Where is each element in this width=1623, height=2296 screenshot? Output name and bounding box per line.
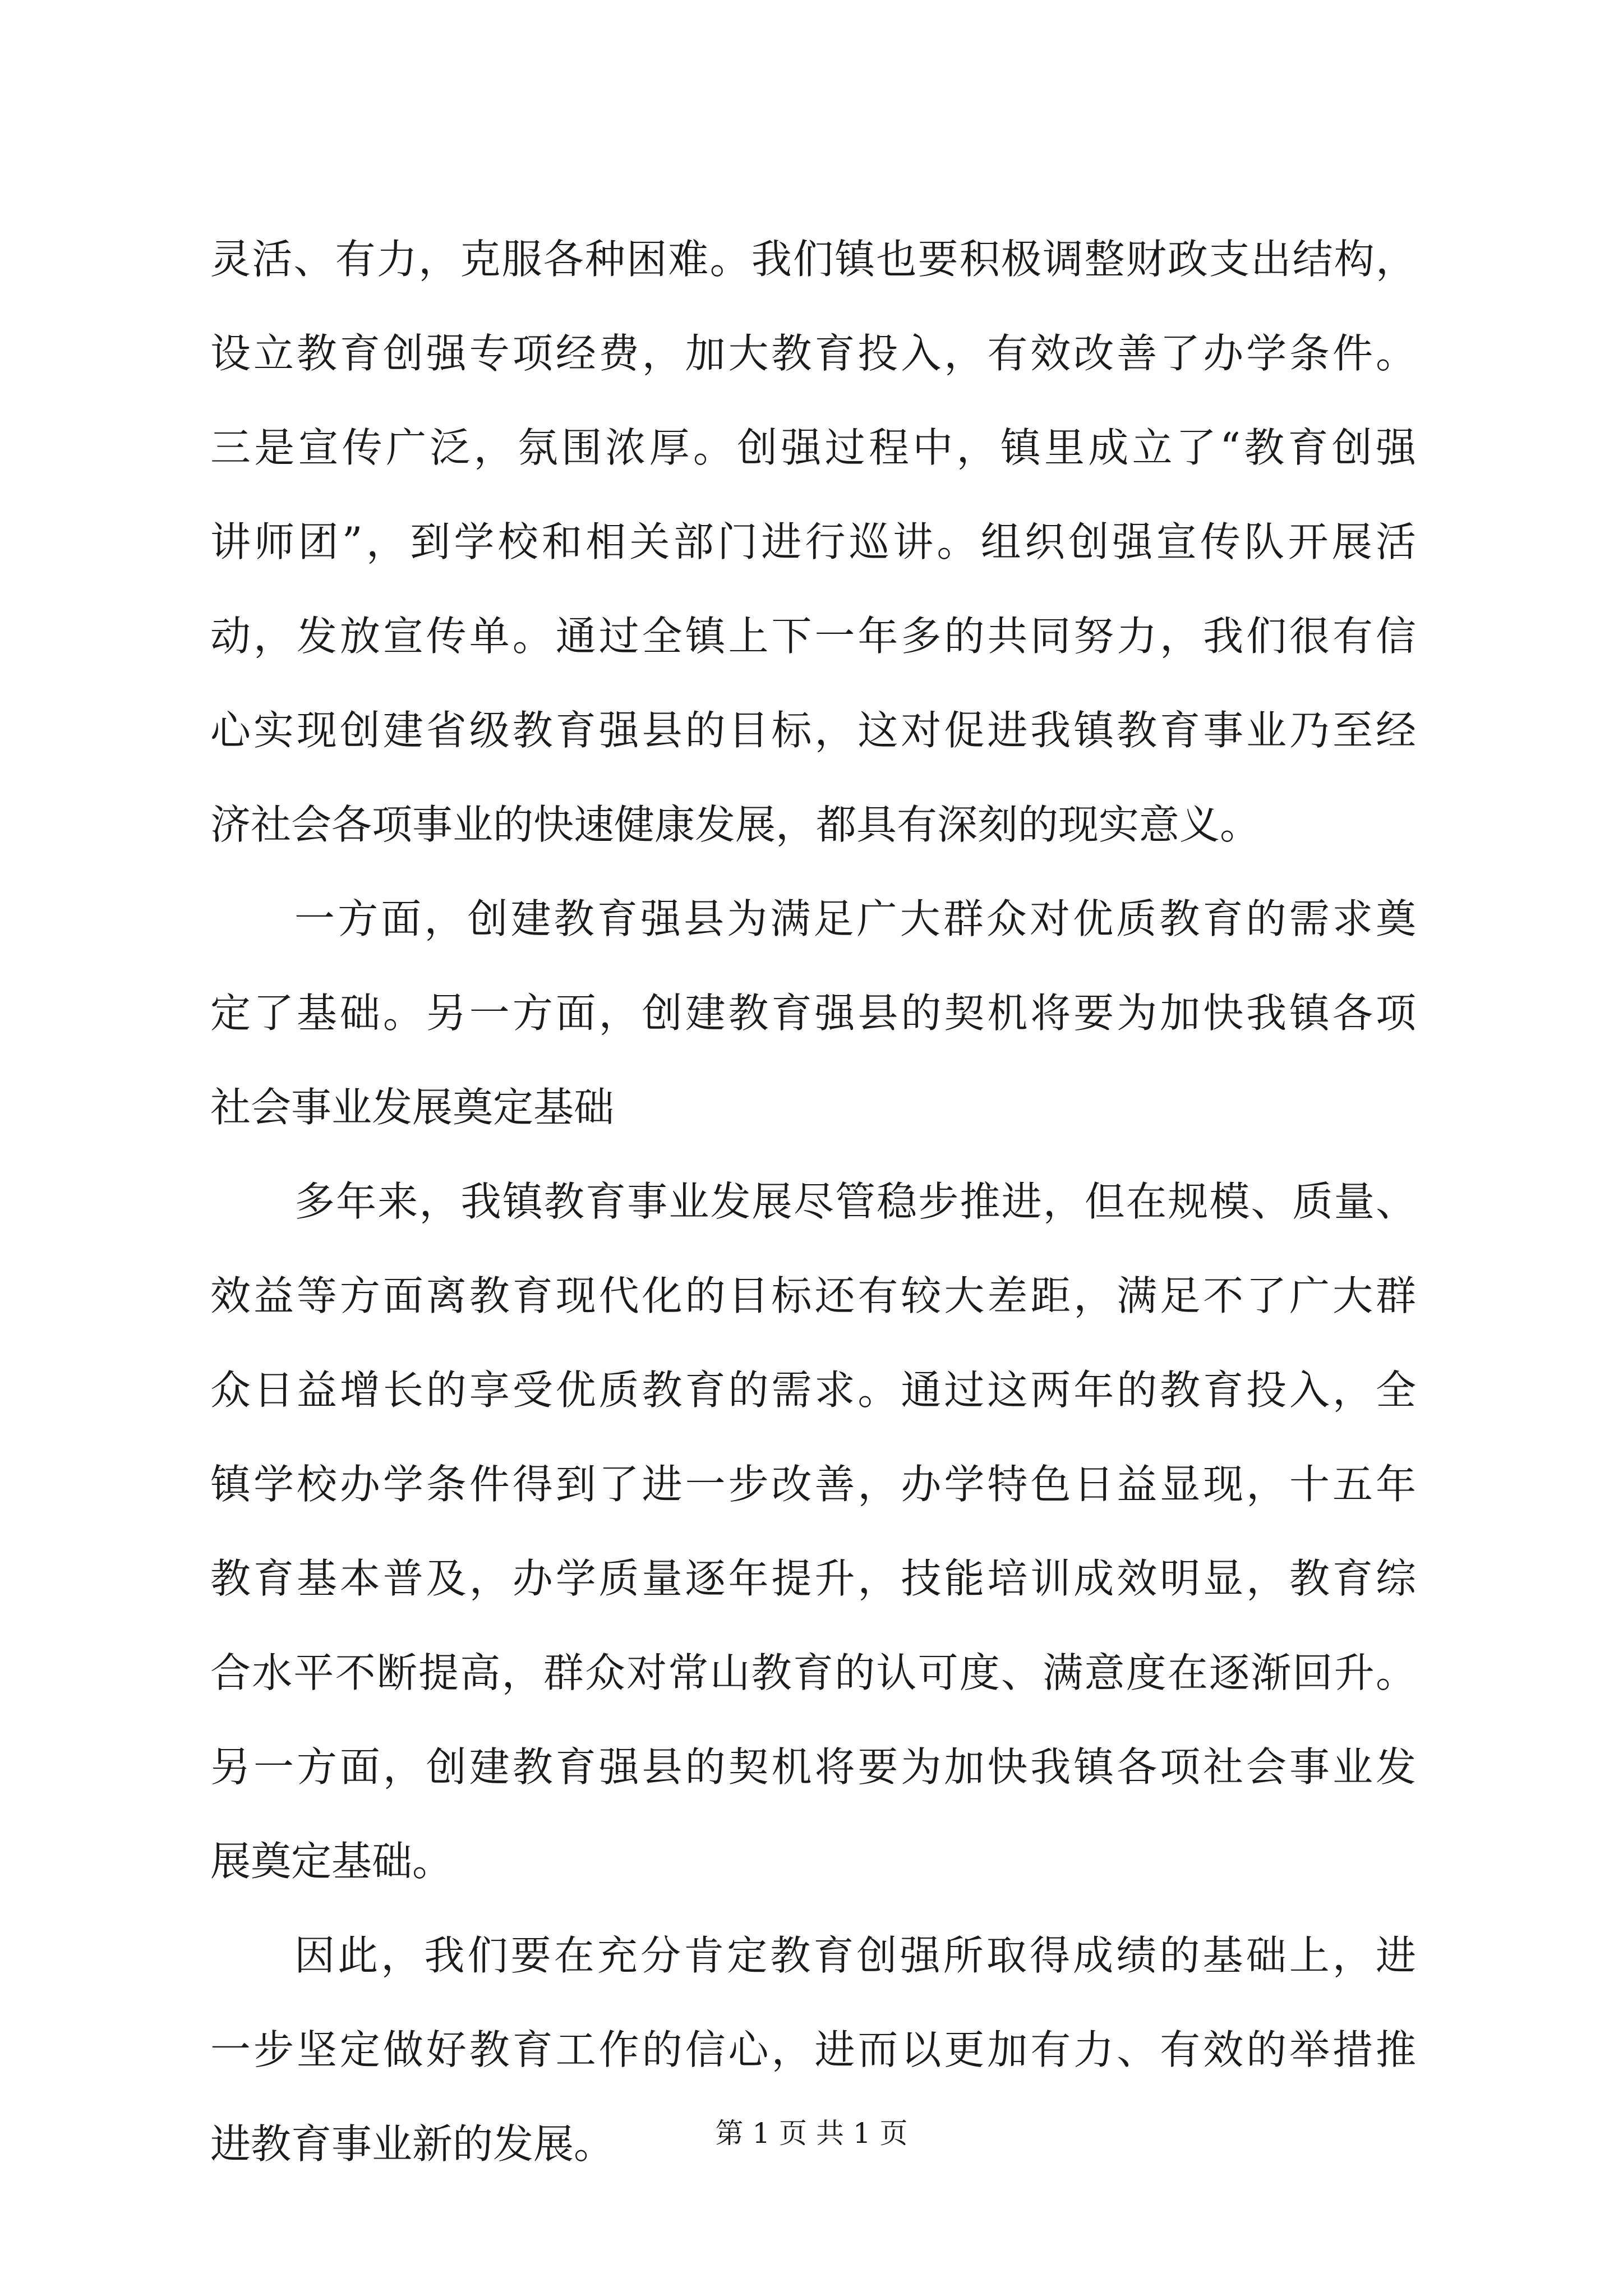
text-line: 另一方面，创建教育强县的契机将要为加快我镇各项社会事业发 <box>210 1743 1416 1791</box>
text-line: 设立教育创强专项经费，加大教育投入，有效改善了办学条件。 <box>210 330 1416 377</box>
text-line: 动，发放宣传单。通过全镇上下一年多的共同努力，我们很有信 <box>210 613 1416 660</box>
page-number-label: 第 1 页 共 1 页 <box>715 2117 908 2150</box>
text-line: 一步坚定做好教育工作的信心，进而以更加有力、有效的举措推 <box>210 2026 1416 2073</box>
document-body <box>210 212 1416 2191</box>
paragraph <box>210 872 1416 1154</box>
text-line: 讲师团”，到学校和相关部门进行巡讲。组织创强宣传队开展活 <box>210 518 1416 565</box>
paragraph <box>210 212 1416 872</box>
text-line: 灵活、有力，克服各种困难。我们镇也要积极调整财政支出结构， <box>210 236 1416 283</box>
paragraph <box>210 1154 1416 1908</box>
text-line: 因此，我们要在充分肯定教育创强所取得成绩的基础上，进 <box>294 1932 1416 1979</box>
text-line: 众日益增长的享受优质教育的需求。通过这两年的教育投入，全 <box>210 1366 1416 1414</box>
text-line: 镇学校办学条件得到了进一步改善，办学特色日益显现，十五年 <box>210 1461 1416 1508</box>
page-footer <box>0 2114 1623 2153</box>
text-line: 心实现创建省级教育强县的目标，这对促进我镇教育事业乃至经 <box>210 707 1416 754</box>
text-line: 济社会各项事业的快速健康发展，都具有深刻的现实意义。 <box>210 801 1261 848</box>
text-line: 进教育事业新的发展。 <box>210 2120 615 2168</box>
text-line: 多年来，我镇教育事业发展尽管稳步推进，但在规模、质量、 <box>294 1178 1416 1225</box>
text-line: 效益等方面离教育现代化的目标还有较大差距，满足不了广大群 <box>210 1272 1416 1319</box>
text-line: 一方面，创建教育强县为满足广大群众对优质教育的需求奠 <box>294 895 1416 942</box>
text-line: 教育基本普及，办学质量逐年提升，技能培训成效明显，教育综 <box>210 1555 1416 1602</box>
text-line: 展奠定基础。 <box>210 1838 453 1885</box>
text-line: 定了基础。另一方面，创建教育强县的契机将要为加快我镇各项 <box>210 990 1416 1037</box>
text-line: 社会事业发展奠定基础 <box>210 1084 615 1131</box>
text-line: 合水平不断提高，群众对常山教育的认可度、满意度在逐渐回升。 <box>210 1649 1416 1696</box>
text-line: 三是宣传广泛，氛围浓厚。创强过程中，镇里成立了“教育创强 <box>210 424 1416 471</box>
